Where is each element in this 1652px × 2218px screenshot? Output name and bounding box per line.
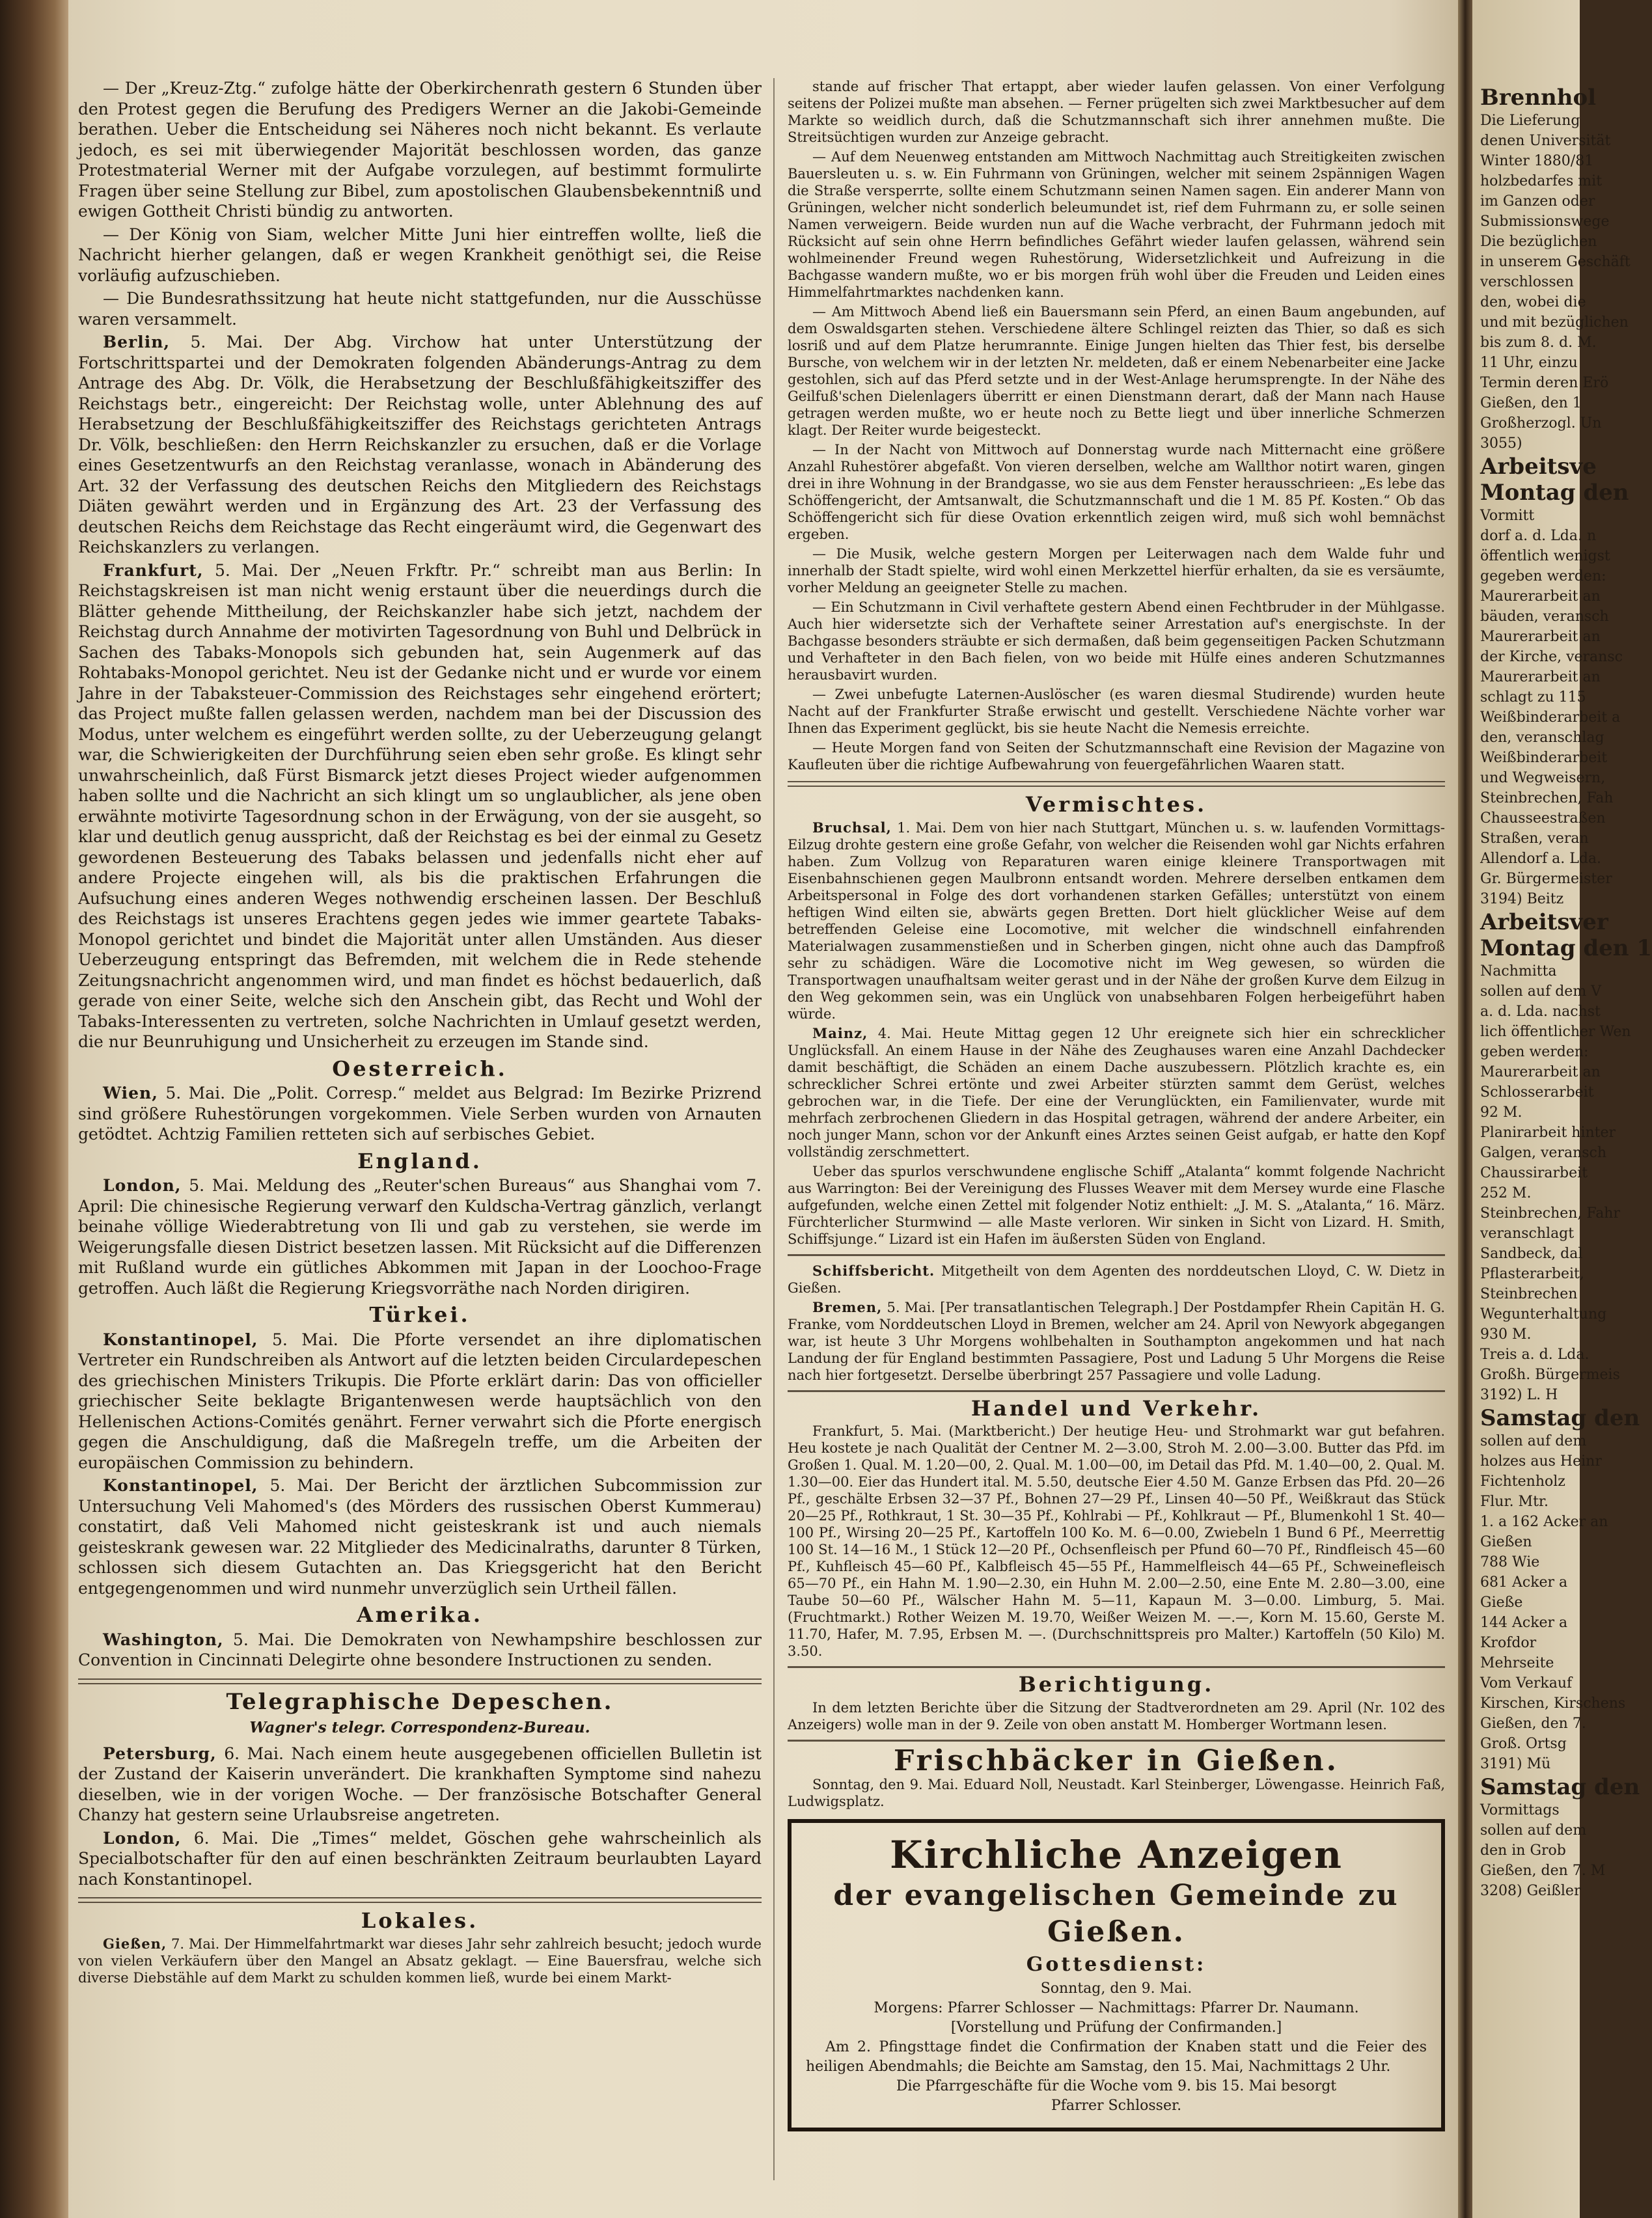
column-left <box>78 78 762 2200</box>
section-rule <box>788 1666 1445 1668</box>
facing-page-line: Steinbrechen, Fah <box>1480 790 1614 806</box>
facing-page-line: sollen auf dem <box>1480 1433 1587 1449</box>
church-title: Kirchliche Anzeigen <box>890 1833 1343 1877</box>
section-rule <box>788 1740 1445 1742</box>
section-vermischtes: Vermischtes. <box>1025 792 1207 817</box>
dateline-bremen: Bremen, <box>812 1298 883 1315</box>
facing-page-line: Arbeitsve <box>1480 454 1597 480</box>
facing-page-line: Fichtenholz <box>1480 1473 1565 1490</box>
article-revision: — Heute Morgen fand von Seiten der Schutzmannschaft eine Revision der Magazine von Kaufleuten über die richtige Aufbewahrung von feuergefährlichen Waaren statt. <box>788 740 1445 773</box>
column-right <box>788 78 1445 2200</box>
facing-page-line: Maurerarbeit an <box>1480 629 1601 645</box>
article-neuenweg: — Auf dem Neuenweg entstanden am Mittwoch Nachmittag auch Streitigkeiten zwischen Bauersleuten u. s. w. Ein Fuhrmann von Grüningen, welcher mit seinem 2spännigen Wagen die Straße versperrte, sollte einem Schutzmann seinen Namen sagen. Ein anderer Mann von Grüningen, welcher nicht sonderlich beleumundet ist, rief dem Fuhrmann zu, er solle seinen Namen verweigern. Beide wurden nun auf die Wache verbracht, der Fuhrmann jedoch mit Rücksicht auf sein ohne Herrn befindliches Gefährt wieder laufen gelassen, während sein wohlmeinender Freund wegen Ruhestörung, Widersetzlichkeit und Aufreizung in die Bachgasse wandern mußte, wo er bis morgen früh wohl über die Freuden und Leiden eines Himmelfahrtmarktes nachdenken kann. <box>788 149 1445 300</box>
section-rule <box>78 1678 762 1684</box>
facing-page-line: Gießen <box>1480 1534 1532 1550</box>
facing-page-line: verschlossen <box>1480 274 1574 290</box>
dateline-konstantinopel-1: Konstantinopel, <box>103 1330 258 1349</box>
facing-page-line: Großherzogl. Un <box>1480 415 1602 431</box>
dateline-petersburg: Petersburg, <box>103 1744 217 1763</box>
article-london-2 <box>78 1828 762 1890</box>
facing-page-line: Maurerarbeit an <box>1480 588 1601 605</box>
facing-page-text <box>1480 85 1652 1901</box>
section-rule <box>788 1254 1445 1256</box>
article-schutzmann: — Ein Schutzmann in Civil verhaftete gestern Abend einen Fechtbruder in der Mühlgasse. Auch hier widersetzte sich der Verhaftete seiner Arrestation auf's energischste. In der Bachgasse besonders sträubte er sich dermaßen, daß beim gegenseitigen Packen Schutzmann und Verhafteter in den Bach fielen, von wo beide mit Hülfe eines anderen Schutzmannes herausbavirt wurden. <box>788 599 1445 683</box>
article-petersburg-text: 6. Mai. Nach einem heute ausgegebenen officiellen Bulletin ist der Zustand der Kaiserin unverändert. Die krankhaften Symptome sind nahezu dieselben, wie in der vorigen Woche. — Der französische Botschafter General Chanzy hat gestern seine Urlaubsreise angetreten. <box>78 1744 762 1824</box>
facing-page-line: Gießen, den 7. <box>1480 1716 1586 1732</box>
lokales-block <box>78 1936 762 1986</box>
facing-page-line: Vom Verkauf <box>1480 1675 1573 1691</box>
facing-page-line: Weißbinderarbeit a <box>1480 709 1621 726</box>
article-frankfurt <box>78 560 762 1052</box>
facing-page-line: Die Lieferung <box>1480 113 1580 129</box>
schiffsbericht-intro: Mitgetheilt von dem Agenten des norddeutschen Lloyd, C. W. Dietz in Gießen. <box>788 1263 1445 1296</box>
dateline-washington: Washington, <box>103 1630 224 1649</box>
article-pferd: — Am Mittwoch Abend ließ ein Bauersmann sein Pferd, an einen Baum angebunden, auf dem Oswaldsgarten stehen. Verschiedene ältere Schlingel reizten das Thier, so daß es sich losriß und auf dem Platze herumrannte. Einige Jungen hielten das Thier fest, bis derselbe Bursche, von welchem wir in der letzten Nr. meldeten, daß er einem Nebenarbeiter eine Jacke gestohlen, sich auf das Pferd setzte und in der West-Anlage herumsprengte. In der Nähe des Geilfuß'schen Dielenlagers überritt er einen Dienstmann derart, daß der Mann nach Hause getragen werden mußte, wo er heute noch zu Bette liegt und über innerliche Schmerzen klagt. Der Reiter wurde beigesteckt. <box>788 304 1445 438</box>
article-konstantinopel-1 <box>78 1330 762 1473</box>
article-giessen-markt <box>78 1936 762 1986</box>
facing-page-line: Treis a. d. Lda. <box>1480 1347 1590 1363</box>
article-washington <box>78 1630 762 1671</box>
facing-page-line: Gießen, den 1 <box>1480 395 1582 411</box>
facing-page-line: geben werden: <box>1480 1044 1589 1060</box>
section-berichtigung: Berichtigung. <box>1018 1672 1215 1697</box>
section-rule <box>78 1897 762 1903</box>
facing-page-line: Gieße <box>1480 1595 1523 1611</box>
dateline-konstantinopel-2: Konstantinopel, <box>103 1476 258 1495</box>
facing-page-line: Schlosserarbeit <box>1480 1084 1594 1101</box>
section-lokales: Lokales. <box>361 1908 479 1933</box>
facing-page-line: Mehrseite <box>1480 1655 1554 1671</box>
schiffsbericht <box>788 1263 1445 1296</box>
facing-page-line: veranschlagt <box>1480 1225 1575 1242</box>
facing-page-line: Flur. Mtr. <box>1480 1494 1549 1510</box>
facing-page-line: Galgen, veransch <box>1480 1145 1607 1161</box>
facing-page-line: Planirarbeit hinter <box>1480 1125 1616 1141</box>
facing-page-line: den in Grob <box>1480 1842 1566 1859</box>
article-wien-text: 5. Mai. Die „Polit. Corresp.“ meldet aus Belgrad: Im Bezirke Prizrend sind größere Ruhestörungen vorgekommen. Viele Serben wurden von Arnauten getödtet. Achtzig Familien retteten sich auf serbisches Gebiet. <box>78 1084 762 1143</box>
article-atalanta: Ueber das spurlos verschwundene englische Schiff „Atalanta“ kommt folgende Nachricht aus Warrington: Bei der Vereinigung des Flusses Weaver mit dem Mersey wurde eine Flasche aufgefunden, welche einen Zettel mit folgender Notiz enthielt: „J. M. S. „Atalanta,“ 16. März. Fürchterlicher Sturmwind — alle Maste verloren. Wir sinken in Sicht von Lizard. H. Smith, Schiffsjunge.“ Lizard ist ein Hafen im äußersten Süden von England. <box>788 1163 1445 1247</box>
article-bremen-text: 5. Mai. [Per transatlantischen Telegraph.] Der Postdampfer Rhein Capitän H. G. Franke, vom Norddeutschen Lloyd in Bremen, welcher am 24. April von Newyork abgegangen war, ist heute 3 Uhr Morgens wohlbehalten in Southampton angekommen und hat nach Landung der für England bestimmten Passagiere, Post und Ladung 5 Uhr Morgens die Reise nach hier fortgesetzt. Derselbe überbringt 257 Passagiere und volle Ladung. <box>788 1299 1445 1383</box>
facing-page-line: 788 Wie <box>1480 1554 1540 1570</box>
church-gottesdienst: Gottesdienst: <box>1026 1953 1207 1976</box>
facing-page-line: sollen auf dem V <box>1480 983 1602 1000</box>
article-wien <box>78 1083 762 1145</box>
facing-page-line: Montag den <box>1480 480 1629 506</box>
church-pfarrer: Pfarrer Schlosser. <box>1051 2097 1182 2114</box>
facing-page-line: 144 Acker a <box>1480 1615 1568 1631</box>
facing-page-line: bäuden, veransch <box>1480 609 1609 625</box>
facing-page-line: Vormittags <box>1480 1802 1560 1818</box>
article-oberkirchenrath: — Der „Kreuz-Ztg.“ zufolge hätte der Oberkirchenrath gestern 6 Stunden über den Protest gegen die Berufung des Predigers Werner an die Jakobi-Gemeinde berathen. Ueber die Entscheidung sei Näheres noch nicht bekannt. Es verlaute jedoch, es sei mit überwiegender Majorität beschlossen worden, das ganze Protestmaterial Werner mit der Aufgabe vorzulegen, auf bestimmt formulirte Fragen über seine Stellung zur Bibel, zum apostolischen Glaubensbekenntniß und ewigen Gottheit Christi bündig zu antworten. <box>78 79 762 221</box>
facing-page-line: denen Universität <box>1480 133 1611 149</box>
section-schiffsbericht: Schiffsbericht. <box>812 1262 935 1279</box>
church-pfingsten: Am 2. Pfingsttage findet die Confirmation der Knaben statt und die Feier des heiligen Abendmahls; die Beichte am Samstag, den 15. Mai, Nachmittags 2 Uhr. <box>806 2038 1427 2075</box>
facing-page-line: Montag den 1 <box>1480 935 1652 961</box>
facing-page-line: Steinbrechen, Fahr <box>1480 1205 1620 1222</box>
article-siam: — Der König von Siam, welcher Mitte Juni hier eintreffen wollte, ließ die Nachricht hierher gelangen, daß er wegen Krankheit genöthigt sei, die Reise vorläufig aufzuschieben. <box>78 225 762 285</box>
church-subtitle: der evangelischen Gemeinde zu Gießen. <box>833 1879 1399 1949</box>
article-bundesrath: — Die Bundesrathssitzung hat heute nicht stattgefunden, nur die Ausschüsse waren versammelt. <box>78 289 762 329</box>
facing-page-line: 3055) <box>1480 435 1522 452</box>
facing-page-line: a. d. Lda. nachst <box>1480 1004 1601 1020</box>
facing-page-line: 3194) Beitz <box>1480 891 1564 907</box>
frischbaecker-list: Sonntag, den 9. Mai. Eduard Noll, Neustadt. Karl Steinberger, Löwengasse. Heinrich Faß, Ludwigsplatz. <box>788 1777 1445 1809</box>
facing-page-line: Nachmitta <box>1480 963 1557 979</box>
facing-page-line: Arbeitsver <box>1480 909 1608 935</box>
article-london-2-text: 6. Mai. Die „Times“ meldet, Göschen gehe wahrscheinlich als Specialbotschafter für den auf einen beschränkten Zeitraum beurlaubten Layard nach Konstantinopel. <box>78 1828 762 1889</box>
facing-page-line: sollen auf dem <box>1480 1822 1587 1839</box>
facing-page-line: holzes aus Heinr <box>1480 1453 1602 1470</box>
facing-page-line: 92 M. <box>1480 1104 1522 1121</box>
facing-page-line: lich öffentlicher Wen <box>1480 1024 1631 1040</box>
article-ruhestoerer: — In der Nacht von Mittwoch auf Donnerstag wurde nach Mitternacht eine größere Anzahl Ruhestörer abgefaßt. Von vieren derselben, welche am Wallthor notirt waren, gingen drei in ihre Wohnung in der Brandgasse, wo sie aus dem Fenster herausschrieen: „Es lebe das Schöffengericht, der Amtsanwalt, die Schutzmannschaft und die 1 M. 85 Pf. Kosten.“ Ob das Schöffengericht sich für diese Ovation erkenntlich zeigen wird, muß sich wohl bemnächst ergeben. <box>788 442 1445 542</box>
section-oesterreich: Oesterreich. <box>332 1056 508 1081</box>
facing-page-line: Vormitt <box>1480 508 1535 524</box>
church-pfarrgeschaefte: Die Pfarrgeschäfte für die Woche vom 9. bis 15. Mai besorgt <box>896 2077 1337 2094</box>
article-bruchsal-text: 1. Mai. Dem von hier nach Stuttgart, München u. s. w. laufenden Vormittags-Eilzug drohte gestern eine große Gefahr, von welcher die Reisenden wohl gar Nichts erfahren haben. Zum Vollzug von Reparaturen waren einige kleinere Transportwagen mit Eisenbahnschienen gegen Maulbronn entsandt worden. Mehrere derselben entkamen dem Arbeitspersonal in Folge des dort vorhandenen starken Gefälles; unterstützt von einem heftigen Wind eilten sie, abwärts gegen Bretten. Dort hielt glücklicher Weise auf dem betreffenden Geleise eine Locomotive, mit welcher die windschnell einfahrenden Materialwagen zusammenstießen und in Scherben gingen, nicht ohne auch das Dampfroß sehr zu schädigen. Wäre die Locomotive nicht im Weg gewesen, so würden die Transportwagen unaufhaltsam weiter gerast und in der Nähe der großen Kurve dem Eilzug in den Weg gekommen sein, was ein Unglück von unabsehbaren Folgen herbeigeführt haben würde. <box>788 819 1445 1022</box>
facing-page-line: Groß. Ortsg <box>1480 1736 1567 1752</box>
article-mainz <box>788 1025 1445 1160</box>
article-berlin-text: 5. Mai. Der Abg. Virchow hat unter Unterstützung der Fortschrittspartei und der Demokraten folgenden Abänderungs-Antrag zu dem Antrage des Abg. Dr. Völk, die Herabsetzung der Beschlußfähigkeitsziffer des Reichstags betr., eingereicht: Der Reichstag wolle, unter Ablehnung des auf Herabsetzung der Beschlußfähigkeitsziffer des Reichstags gerichteten Antrags Dr. Völk, beschließen: den Herrn Reichskanzler zu ersuchen, daß er die Vorlage eines Gesetzentwurfs an den Reichstag veranlasse, wonach in Abänderung des Art. 32 der Verfassung des deutschen Reichs den Mitgliedern des Reichstags Diäten gewährt werden und in Ergänzung des Art. 23 der Verfassung des deutschen Reichs dem Reichstage das Recht eingeräumt wird, die Gegenwart des Reichskanzlers zu verlangen. <box>78 333 762 556</box>
facing-page-line: Winter 1880/81 <box>1480 153 1594 169</box>
article-berichtigung: In dem letzten Berichte über die Sitzung der Stadtverordneten am 29. April (Nr. 102 des Anzeigers) wolle man in der 9. Zeile von oben anstatt M. Homberger Wortmann lesen. <box>788 1699 1445 1732</box>
dateline-berlin: Berlin, <box>103 333 171 351</box>
book-gutter <box>1458 0 1472 2218</box>
facing-page-line: Samstag den <box>1480 1774 1640 1800</box>
section-rule <box>788 781 1445 787</box>
facing-page-line: 930 M. <box>1480 1326 1532 1343</box>
article-konstantinopel-1-text: 5. Mai. Die Pforte versendet an ihre diplomatischen Vertreter ein Rundschreiben als Antwort auf die letzten beiden Circulardepeschen des griechischen Ministers Trikupis. Die Pforte erklärt darin: Das von officieller griechischer Seite beklagte Brigantenwesen werde hauptsächlich von den Hellenischen Actions-Comités genährt. Ferner verwahrt sich die Pforte energisch gegen die Anschuldigung, daß die Maßregeln treffe, um die Arbeiten der europäischen Commission zu behindern. <box>78 1330 762 1472</box>
dateline-bruchsal: Bruchsal, <box>812 819 892 836</box>
facing-page-line: und Wegweisern, <box>1480 770 1606 786</box>
article-london-text: 5. Mai. Meldung des „Reuter'schen Bureaus“ aus Shanghai vom 7. April: Die chinesische Regierung verwarf den Kuldscha-Vertrag gänzlich, verlangt beinahe völlige Wiederabtretung von Ili und gab zu verstehen, sie werde im Weigerungsfalle diesen District besetzen lassen. Mit Rücksicht auf die Differenzen mit Rußland wurde ein gütliches Abkommen mit Japan in der Loochoo-Frage getroffen. Auch läßt die Regierung Kriegsvorräthe nach Norden dirigiren. <box>78 1176 762 1298</box>
facing-page-line: Kirschen, Kirschens <box>1480 1695 1626 1712</box>
facing-page-line: der Kirche, veransc <box>1480 649 1623 665</box>
facing-page-line: Straßen, veran <box>1480 830 1589 847</box>
facing-page-line: Krofdor <box>1480 1635 1537 1651</box>
facing-page-line: bis zum 8. d. M. <box>1480 335 1597 351</box>
dateline-mainz: Mainz, <box>812 1024 868 1041</box>
article-laternen: — Zwei unbefugte Laternen-Auslöscher (es waren diesmal Studirende) wurden heute Nacht auf der Frankfurter Straße erwischt und gestellt. Verschiedene Nächte vorher war Ihnen das Experiment geglückt, bis sie heute Nacht die Nemesis erreichte. <box>788 687 1445 736</box>
facing-page-line: Wegunterhaltung <box>1480 1306 1607 1322</box>
facing-page-line: Allendorf a. Lda. <box>1480 851 1602 867</box>
article-washington-text: 5. Mai. Die Demokraten von Newhampshire beschlossen zur Convention in Cincinnati Delegirte ohne besondere Instructionen zu senden. <box>78 1630 762 1669</box>
facing-page-line: 11 Uhr, einzu <box>1480 355 1578 371</box>
church-notice-box <box>788 1819 1445 2131</box>
facing-page-line: Submissionswege <box>1480 213 1610 230</box>
facing-page-line: 1. a 162 Acker an <box>1480 1514 1608 1530</box>
facing-page-line: Maurerarbeit an <box>1480 1064 1601 1080</box>
article-giessen-text: 7. Mai. Der Himmelfahrtmarkt war dieses Jahr sehr zahlreich besucht; jedoch wurde von vielen Verkäufern über den Mangel an Absatz geklagt. — Eine Bauersfrau, welche sich diverse Diebstähle auf dem Markt zu schulden kommen ließ, wurde bei einem Markt- <box>78 1936 762 1986</box>
section-amerika: Amerika. <box>356 1602 484 1627</box>
facing-page-line: Termin deren Erö <box>1480 375 1609 391</box>
article-konstantinopel-2 <box>78 1475 762 1598</box>
article-konstantinopel-2-text: 5. Mai. Der Bericht der ärztlichen Subcommission zur Untersuchung Veli Mahomed's (des Mörders des russischen Oberst Kummerau) constatirt, daß Veli Mahomed nicht geisteskrank ist und auch niemals geisteskrank gewesen war. 22 Mitglieder des Medicinalraths, darunter 8 Türken, schlossen sich diesem Gutachten an. Das Kriegsgericht hat den Bericht entgegengenommen und wird nunmehr unverzüglich sein Urtheil fällen. <box>78 1476 762 1598</box>
section-frischbaecker: Frischbäcker in Gießen. <box>893 1744 1339 1777</box>
facing-page-line: Weißbinderarbeit <box>1480 750 1608 766</box>
dateline-london: London, <box>103 1176 182 1195</box>
facing-page-line: 3191) Mü <box>1480 1756 1551 1772</box>
facing-page-line: Chaussirarbeit <box>1480 1165 1588 1181</box>
section-telegraphische-depeschen: Telegraphische Depeschen. <box>226 1688 614 1715</box>
facing-page-line: Gr. Bürgermeister <box>1480 871 1612 887</box>
facing-page-line: öffentlich wenigst <box>1480 548 1610 564</box>
section-handel-verkehr: Handel und Verkehr. <box>971 1395 1262 1421</box>
facing-page-line: schlagt zu 115 <box>1480 689 1586 705</box>
telegr-bureau-subtitle: Wagner's telegr. Correspondenz-Bureau. <box>249 1719 590 1736</box>
facing-page-edge <box>1472 0 1652 2218</box>
facing-page-line: Brennhol <box>1480 85 1597 111</box>
facing-page-line: den, wobei die <box>1480 294 1586 310</box>
article-frankfurt-text: 5. Mai. Der „Neuen Frkftr. Pr.“ schreibt man aus Berlin: In Reichstagskreisen ist man nicht wenig erstaunt über die neuerdings durch die Blätter gehende Mittheilung, der Reichskanzler habe sich jetzt, nachdem der Reichstag durch Annahme der motivirten Tagesordnung von Buhl und Delbrück in Sachen des Tabaks-Monopols sich gebunden hat, sein Augenmerk auf das Rohtabaks-Monopol gerichtet. Neu ist der Gedanke nicht und er wurde vor einem Jahre in der Tabaksteuer-Commission des Reichstages sehr eingehend erörtert; das Project mußte fallen gelassen werden, nachdem man bei der Discussion des Modus, unter welchem es eingeführt werden sollte, zu der Ueberzeugung gelangt war, die Schwierigkeiten der Durchführung seien eben sehr große. Es klingt sehr unwahrscheinlich, daß Fürst Bismarck jetzt dieses Project wieder aufgenommen haben sollte und die Nachricht an sich klingt um so unglaublicher, als jene oben erwähnte motivirte Tagesordnung schon in der Erwägung, von der sie ausgeht, so klar und deutlich genug ausspricht, daß der Reichstag es bei der einmal zu Gesetz gewordenen Besteuerung des Tabaks belassen und jedenfalls nicht eher auf andere Projecte eingehen will, als bis die praktischen Erfahrungen die Aufsuchung eines anderen Weges nothwendig erscheinen lassen. Der Beschluß des Reichstags ist unseres Erachtens gegen jedes wie immer geartete Tabaks-Monopol gerichtet und bindet die Majorität unter allen Umständen. Aus dieser Ueberzeugung entspringt das Befremden, mit welchem die in Rede stehende Zeitungsnachricht angenommen wird, und man findet es höchst bedauerlich, daß gerade von einer Seite, welche sich den Anschein gibt, das Recht und Wohl der Tabaks-Interessenten zu vertreten, solche Nachrichten in Umlauf gesetzt werden, die nur Beunruhigung und Unsicherheit zu erzeugen im Stande sind. <box>78 560 762 1051</box>
church-morgens: Morgens: Pfarrer Schlosser — Nachmittags: Pfarrer Dr. Naumann. <box>874 1999 1359 2016</box>
facing-page-line: Chausseestraßen <box>1480 810 1606 827</box>
dateline-frankfurt: Frankfurt, <box>103 560 204 580</box>
dateline-wien: Wien, <box>103 1084 158 1102</box>
facing-page-line: 681 Acker a <box>1480 1574 1568 1591</box>
facing-page-line: 252 M. <box>1480 1185 1532 1201</box>
facing-page-line: dorf a. d. Lda. n <box>1480 528 1597 544</box>
facing-page-line: Maurerarbeit an <box>1480 669 1601 685</box>
dateline-london-2: London, <box>103 1828 182 1848</box>
facing-page-line: 3192) L. H <box>1480 1387 1558 1403</box>
facing-page-line: Gießen, den 7. M <box>1480 1863 1606 1879</box>
article-bremen <box>788 1299 1445 1384</box>
article-petersburg <box>78 1744 762 1826</box>
facing-page-line: Steinbrechen <box>1480 1286 1578 1302</box>
article-markt-fortsetzung: stande auf frischer That ertappt, aber wieder laufen gelassen. Von einer Verfolgung seitens der Polizei mußte man absehen. — Ferner prügelten sich zwei Marktbesucher auf dem Markte so weidlich durch, daß die Schutzmannschaft sich ihrer annehmen mußte. Die Streitsüchtigen wurden zur Anzeige gebracht. <box>788 79 1445 145</box>
facing-page-line: Pflasterarbeit, <box>1480 1266 1584 1282</box>
facing-page-line: im Ganzen oder <box>1480 193 1595 210</box>
facing-page-line: holzbedarfes mit <box>1480 173 1603 189</box>
church-vorstellung: [Vorstellung und Prüfung der Confirmanden.] <box>950 2019 1282 2036</box>
facing-page-line: Großh. Bürgermeis <box>1480 1367 1620 1383</box>
facing-page-line: Die bezüglichen <box>1480 234 1597 250</box>
dateline-giessen: Gießen, <box>103 1935 167 1952</box>
section-england: England. <box>357 1148 482 1173</box>
facing-page-line: den, veranschlag <box>1480 730 1604 746</box>
article-musik: — Die Musik, welche gestern Morgen per Leiterwagen nach dem Walde fuhr und innerhalb der Stadt spielte, wird wohl einen Merkzettel hierfür erhalten, da sie es versäumte, vorher Meldung an geeigneter Stelle zu machen. <box>788 546 1445 596</box>
article-bruchsal <box>788 819 1445 1022</box>
article-mainz-text: 4. Mai. Heute Mittag gegen 12 Uhr ereignete sich hier ein schrecklicher Unglücksfall. An einem Hause in der Nähe des Zeughauses waren eine Anzahl Dachdecker damit beschäftigt, die Schäden an einem Dache auszubessern. Plötzlich krachte es, ein schrecklicher Schrei ertönte und zwei Arbeiter stürzten sammt dem Gerüst, welches gebrochen war, in die Tiefe. Der eine der Verunglückten, ein Familienvater, wurde mit mehrfach zerbrochenen Gliedern in das Hospital getragen, während der andere Arbeiter, ein noch junger Mann, schon vor der Ankunft eines Arztes seinen Geist aufgab, er hatte den Kopf vollständig zerschmettert. <box>788 1025 1445 1160</box>
article-marktbericht: Frankfurt, 5. Mai. (Marktbericht.) Der heutige Heu- und Strohmarkt war gut befahren. Heu kostete je nach Qualität der Centner M. 2—3.00, Stroh M. 2.00—3.00. Butter das Pfd. im Großen 1. Qual. M. 1.20—00, 2. Qual. M. 1.00—00, im Detail das Pfd. M. 1.40—00, 2. Qual. M. 1.30—00. Eier das Hundert ital. M. 5.50, deutsche Eier 4.50 M. Ganze Erbsen das Pfd. 20—26 Pf., geschälte Erbsen 32—37 Pf., Bohnen 27—29 Pf., Linsen 40—50 Pf., Weißkraut das Stück 20—25 Pf., Rothkraut, 1 St. 30—35 Pf., Kohlrabi — Pf., Kohlkraut — Pf., Blumenkohl 1 St. 40—100 Pf., Wirsing 20—25 Pf., Kartoffeln 100 Ko. M. 6—0.00, Zwiebeln 1 Bund 6 Pf., Meerrettig 100 St. 14—16 M., 1 Stück 12—20 Pf., Ochsenfleisch per Pfund 60—70 Pf., Rindfleisch 45—60 Pf., Kuhfleisch 45—60 Pf., Kalbfleisch 45—55 Pf., Hammelfleisch 44—65 Pf., Schweinefleisch 65—70 Pf., ein Hahn M. 1.90—2.30, ein Huhn M. 2.00—2.50, eine Ente M. 2.80—3.00, eine Taube 50—60 Pf., Wälscher Hahn M. 5—11, Kapaun M. 3—0.00. Limburg, 5. Mai. (Fruchtmarkt.) Rother Weizen M. 19.70, Weißer Weizen M. —.—, Korn M. 15.60, Gerste M. 11.70, Hafer, M. 7.95, Erbsen M. —. (Durchschnittspreis pro Malter.) Kartoffeln (50 Kilo) M. 3.50. <box>788 1423 1445 1659</box>
facing-page-line: Sandbeck, dal <box>1480 1246 1583 1262</box>
column-divider <box>773 78 775 2180</box>
article-berlin <box>78 332 762 558</box>
facing-page-line: in unserem Geschäft <box>1480 254 1631 270</box>
facing-page-line: Samstag den <box>1480 1405 1640 1431</box>
facing-page-line: 3208) Geißler <box>1480 1883 1581 1899</box>
section-rule <box>788 1390 1445 1392</box>
article-london <box>78 1175 762 1298</box>
facing-page-line: gegeben werden: <box>1480 568 1606 584</box>
section-tuerkei: Türkei. <box>369 1302 471 1327</box>
book-spine-left <box>0 0 68 2218</box>
facing-page-line: und mit bezüglichen <box>1480 314 1629 331</box>
church-sonntag: Sonntag, den 9. Mai. <box>1040 1980 1192 1997</box>
